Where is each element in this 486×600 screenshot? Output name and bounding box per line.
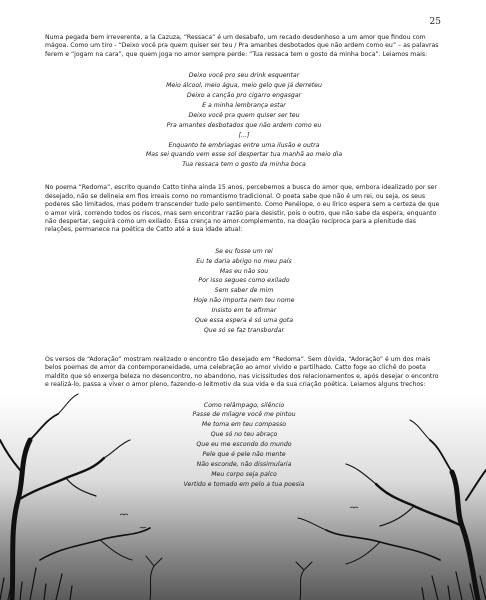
verse-line: Que só no teu abraço (210, 431, 278, 439)
verse-line: Sem saber de mim (214, 287, 274, 295)
verse-line: Tua ressaca tem o gosto da minha boca (182, 161, 306, 169)
verse-line: Se eu fosse um rei (215, 247, 273, 255)
verse-block-redoma (45, 247, 443, 336)
verse-line: Pra amantes desbotados que não ardem como eu (166, 121, 322, 129)
verse-line: Passe de milagre você me pintou (192, 411, 296, 419)
verse-line: Por isso segues como exilado (198, 277, 290, 285)
verse-block-adoracao (45, 401, 443, 490)
verse-line: Me toma em teu compasso (201, 421, 287, 429)
verse-line: Como relâmpago, silêncio (203, 401, 285, 409)
verse-line: Mas sei quando vem esse sol despertar tua manhã ao meio dia (145, 151, 343, 159)
verse-line: Que essa espera é só uma gota (194, 317, 294, 325)
verse-line: Não esconde, não dissimularia (196, 460, 292, 468)
article-body (45, 34, 443, 490)
verse-line: [...] (238, 131, 250, 139)
verse-line: Meu corpo seja palco (211, 470, 277, 478)
verse-line: Insisto em te afirmar (211, 307, 277, 315)
verse-line: Vertido e tomado em pelo a tua poesia (183, 480, 305, 488)
verse-line: Que eu me escondo do mundo (196, 441, 292, 449)
verse-line: Meio álcool, meio água, meio gelo que já derreteu (166, 82, 322, 90)
verse-line: Que só se faz transbordar (203, 326, 285, 334)
paragraph-adoracao: Os versos de “Adoração” mostram realizado o encontro tão desejado em “Redoma”. Sem dúvida, “Adoração” é um dos mais belos poemas de amor da contemporaneidade, uma celebração ao amor vivido e partilhado. Catto foge ao clichê do poeta maldito que só enxerga beleza no desencontro, no abandono, nas vicissitudes dos relacionamentos e, após desejar o encontro e realizá-lo, passa a viver o amor pleno, fazendo-o leitmotiv da sua vida e da sua criação poética. Leiamos alguns trechos: (45, 355, 439, 389)
verse-line: Deixo você pro seu drink esquentar (188, 72, 300, 80)
verse-line: Pele que é pele não mente (202, 451, 286, 459)
verse-line: Mas eu não sou (219, 267, 269, 275)
verse-block-ressaca (45, 71, 443, 170)
verse-line: Eu te daria abrigo no meu país (196, 257, 292, 265)
verse-line: Enquanto te embriagas entre uma ilusão e outra (168, 141, 320, 149)
paragraph-ressaca: Numa pegada bem irreverente, a la Cazuza, “Ressaca” é um desabafo, um recado desdenhoso a um amor que findou com mágoa. Como um tiro - “Deixo você pra quem quiser ser teu / Pra amantes desbotados que não ardem como eu” – as palavras ferem e “jogam na cara”, que quem joga no amor sempre perde: “Tua ressaca tem o gosto da minha boca”. Leiamos mais: (45, 34, 439, 58)
verse-line: Hoje não importa nem teu nome (193, 297, 295, 305)
verse-line: Deixo a canção pro cigarro engasgar (186, 92, 302, 100)
verse-line: Deixo você pra quem quiser ser teu (188, 111, 300, 119)
page-number: 25 (429, 17, 441, 27)
paragraph-redoma: No poema “Redoma”, escrito quando Catto tinha ainda 15 anos, percebemos a busca do amor que, embora idealizado por ser desejado, não se delineia em fios irreais como no romantismo tradicional. O poeta sabe que não é um rei, ou seja, os seus poderes são limitados, mas podem transcender tudo pelo sentimento. Como Penélope, o eu lírico espera sem a certeza de que o amor virá, correndo todos os riscos, mas sem encontrar razão para desistir, pois o outro, que não sabe da espera, enquanto não despertar, seguirá como um exilado. Essa crença no amor-complemento, na doação recíproca para a plenitude das relações, permanece na poética de Catto até a sua idade atual: (45, 184, 440, 234)
verse-line: E a minha lembrança estar (202, 101, 286, 109)
